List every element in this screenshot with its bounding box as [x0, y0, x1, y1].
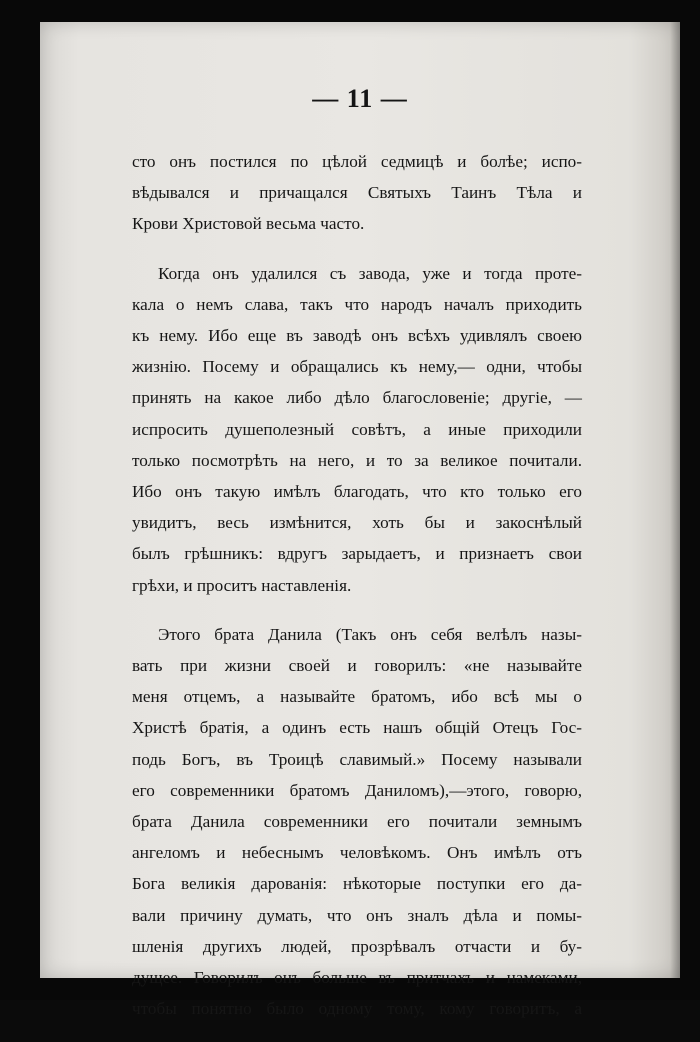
text-line: ангеломъ и небеснымъ человѣкомъ. Онъ имѣлъ отъ: [132, 843, 582, 863]
text-line: подь Богъ, въ Троицѣ славимый.» Посему называли: [132, 749, 582, 769]
text-line: Когда онъ удалился съ завода, уже и тогда проте-: [158, 263, 582, 283]
text-line: Христѣ братiя, а одинъ есть нашъ общiй Отецъ Гос-: [132, 718, 582, 738]
text-line: меня отцемъ, а называйте братомъ, ибо всѣ мы о: [132, 687, 582, 707]
text-line: Бога великiя дарованiя: нѣкоторые поступки его да-: [132, 874, 582, 894]
page-body: [132, 146, 582, 1042]
paragraph-2: [132, 258, 582, 601]
page-number: — 11 —: [312, 84, 408, 113]
text-line: жизнiю. Посему и обращались къ нему,— одни, чтобы: [132, 357, 582, 377]
text-line: шленiя другихъ людей, прозрѣвалъ отчасти и бу-: [132, 936, 582, 956]
text-line: дущее. Говорилъ онъ больше въ притчахъ и намеками,: [132, 968, 582, 988]
paragraph-1: [132, 146, 582, 240]
text-line: вали причину думать, что онъ зналъ дѣла и помы-: [132, 905, 582, 925]
text-line: испросить душеполезный совѣтъ, а иные приходили: [132, 419, 582, 439]
page-edge-shadow: [670, 22, 680, 978]
text-line: чтобы понятно было одному тому, кому говоритъ, а: [132, 999, 582, 1019]
text-line: сто онъ постился по цѣлой седмицѣ и болѣе; испо-: [132, 152, 582, 171]
text-line: Крови Христовой весьма часто.: [132, 214, 365, 234]
text-line: его современники братомъ Даниломъ),—этого, говорю,: [132, 780, 582, 800]
text-line: вать при жизни своей и говорилъ: «не называйте: [132, 656, 582, 676]
text-line: былъ грѣшникъ: вдругъ зарыдаетъ, и признаетъ свои: [132, 544, 582, 564]
text-line: грѣхи, и проситъ наставленiя.: [132, 575, 352, 595]
text-line: къ нему. Ибо еще въ заводѣ онъ всѣхъ удивлялъ своею: [132, 326, 582, 346]
book-page: [40, 22, 680, 1019]
text-line: кала о немъ слава, такъ что народъ началъ приходить: [132, 294, 582, 314]
text-line: Ибо онъ такую имѣлъ благодать, что кто только его: [132, 482, 582, 502]
text-line: Этого брата Данила (Такъ онъ себя велѣлъ назы-: [158, 624, 582, 644]
text-line: только посмотрѣть на него, и то за великое почитали.: [132, 450, 582, 470]
text-line: увидитъ, весь измѣнится, хоть бы и закоснѣлый: [132, 513, 582, 533]
text-line: брата Данила современники его почитали земнымъ: [132, 812, 582, 832]
text-line: вѣдывался и причащался Святыхъ Таинъ Тѣла и: [132, 183, 582, 203]
text-line: принять на какое либо дѣло благословенiе; другiе, —: [132, 388, 582, 408]
paragraph-3: [132, 619, 582, 1025]
